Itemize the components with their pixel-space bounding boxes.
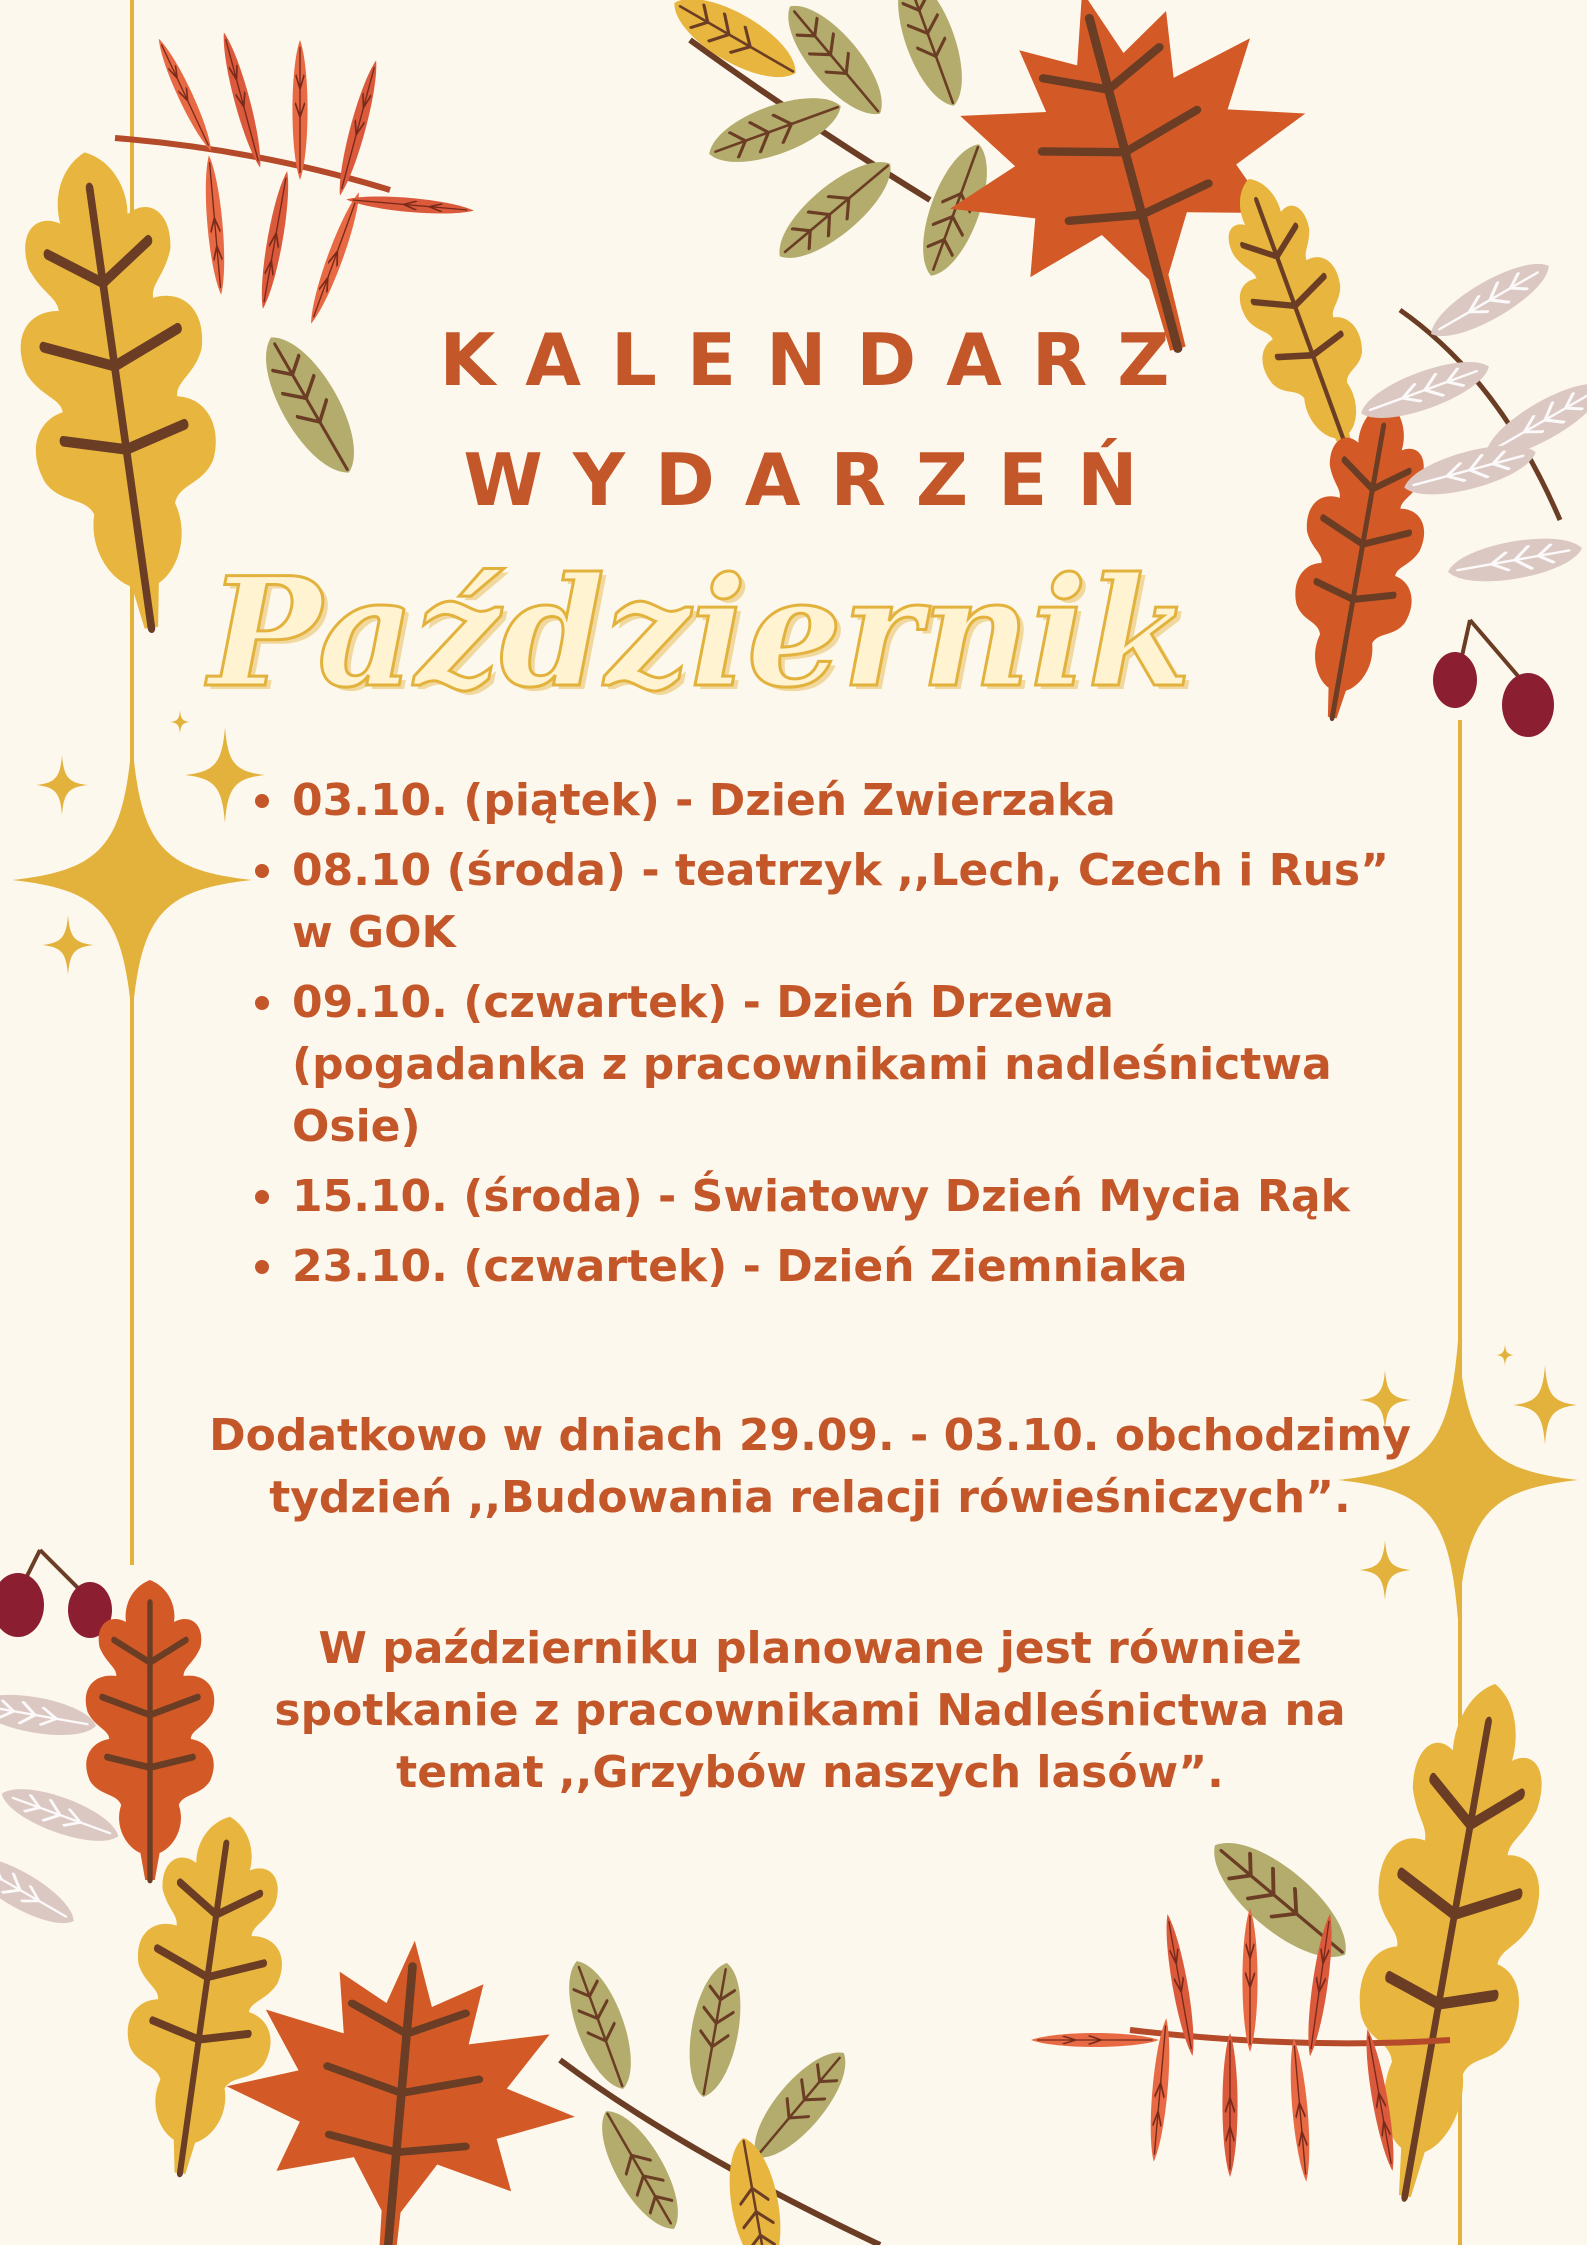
bullet-icon <box>255 996 269 1010</box>
bullet-icon <box>255 864 269 878</box>
event-text: 08.10 (środa) - teatrzyk ,,Lech, Czech i Rus” <box>292 845 1390 896</box>
bullet-icon <box>255 1260 269 1274</box>
berry-icon <box>1433 620 1554 737</box>
event-text: 23.10. (czwartek) - Dzień Ziemniaka <box>292 1241 1188 1292</box>
additional-line: tydzień ,,Budowania relacji rówieśniczych”. <box>269 1472 1351 1523</box>
bullet-icon <box>255 1190 269 1204</box>
event-text: Osie) <box>292 1101 421 1152</box>
month-title: Październik <box>208 545 1192 721</box>
berry-icon <box>0 1550 112 1638</box>
event-item <box>255 840 1435 964</box>
event-text: w GOK <box>292 907 456 958</box>
event-item <box>255 1236 1435 1298</box>
planned-line: temat ,,Grzybów naszych lasów”. <box>396 1747 1224 1798</box>
event-item <box>255 972 1435 1158</box>
title-line-1: KALENDARZ <box>439 318 1200 402</box>
additional-line: Dodatkowo w dniach 29.09. - 03.10. obchodzimy <box>209 1410 1411 1461</box>
planned-line: spotkanie z pracownikami Nadleśnictwa na <box>274 1685 1346 1736</box>
olive-leaf-branch-icon <box>555 1953 880 2245</box>
event-text: (pogadanka z pracownikami nadleśnictwa <box>292 1039 1332 1090</box>
event-text: 15.10. (środa) - Światowy Dzień Mycia Rąk <box>292 1171 1350 1222</box>
event-text: 03.10. (piątek) - Dzień Zwierzaka <box>292 775 1116 826</box>
olive-leaf-icon <box>1195 1822 1364 1978</box>
event-item <box>255 1166 1435 1228</box>
planned-line: W październiku planowane jest również <box>318 1623 1302 1674</box>
title-line-2: WYDARZEŃ <box>463 438 1168 522</box>
rowan-leaf-icon <box>115 30 474 326</box>
additional-info <box>190 1405 1430 1529</box>
events-list <box>255 770 1435 1306</box>
event-item <box>255 770 1435 832</box>
event-text: 09.10. (czwartek) - Dzień Drzewa <box>292 977 1114 1028</box>
planned-info <box>190 1618 1430 1804</box>
olive-leaf-branch-icon <box>662 0 1001 284</box>
bullet-icon <box>255 794 269 808</box>
